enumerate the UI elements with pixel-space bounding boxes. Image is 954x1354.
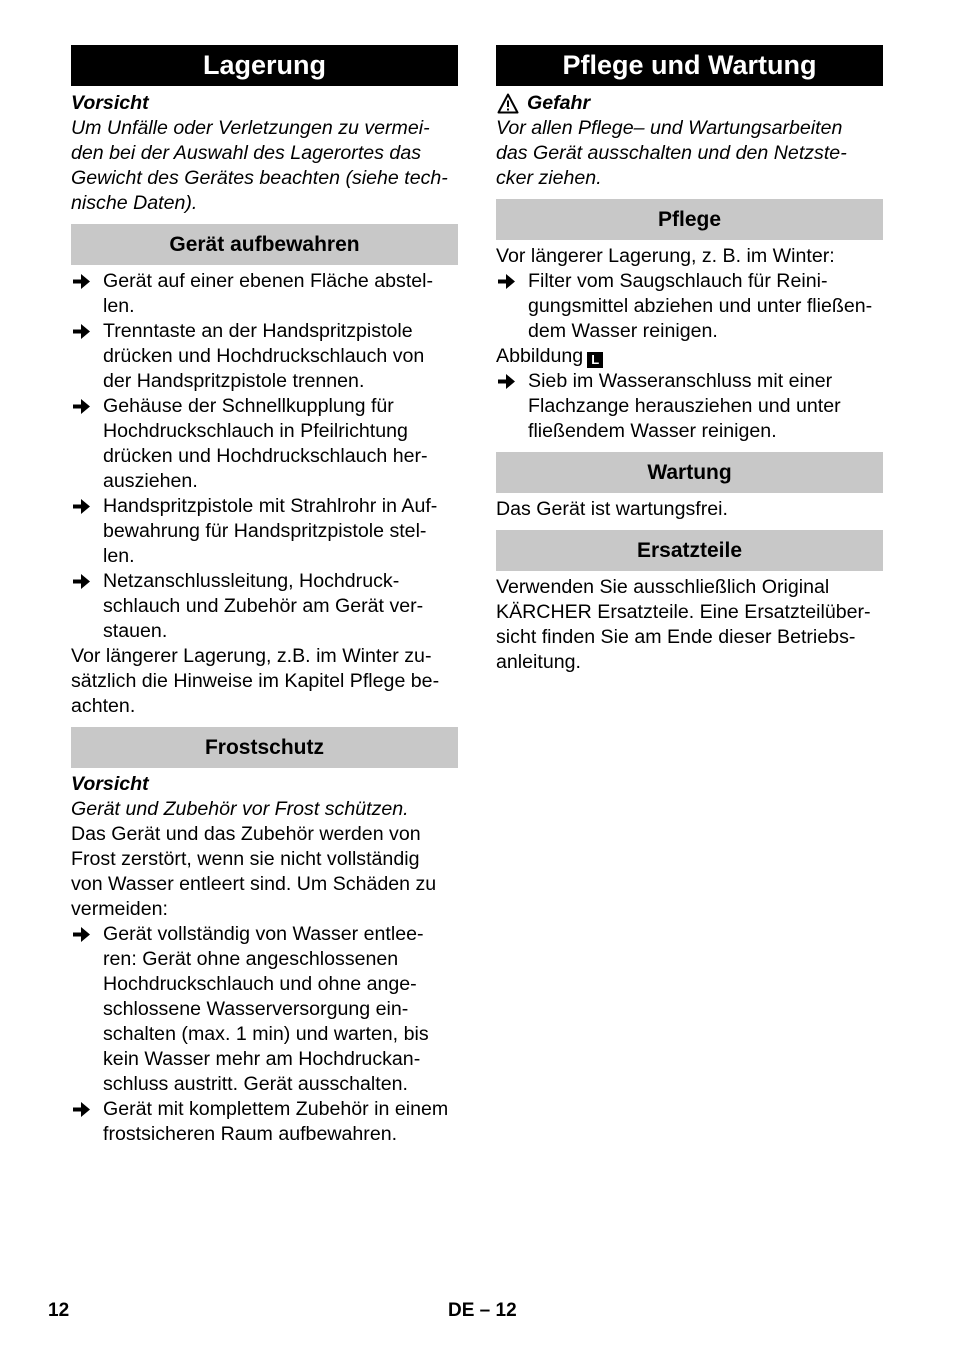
list-item <box>71 494 458 569</box>
arrow-right-icon <box>73 1102 90 1117</box>
list-item <box>71 394 458 494</box>
danger-notice <box>496 91 883 116</box>
arrow-right-icon <box>498 274 515 289</box>
parts-line: KÄRCHER Ersatzteile. Eine Ersatzteilüber- <box>496 601 871 623</box>
caution-line: Gewicht des Gerätes beachten (siehe tech- <box>71 167 448 189</box>
frost-text-line: vermeiden: <box>71 898 168 920</box>
frost-caution-text: Gerät und Zubehör vor Frost schützen. <box>71 798 409 820</box>
list-item-line: frostsicheren Raum aufbewahren. <box>103 1123 398 1145</box>
storage-note-line: Vor längerer Lagerung, z.B. im Winter zu- <box>71 645 432 667</box>
list-item-line: schlossene Wasserversorgung ein- <box>103 998 409 1020</box>
arrow-right-icon <box>73 574 90 589</box>
list-item <box>496 269 883 344</box>
list-item <box>71 569 458 644</box>
list-item-line: schalten (max. 1 min) und warten, bis <box>103 1023 429 1045</box>
danger-line: Vor allen Pflege– und Wartungsarbeiten <box>496 117 843 139</box>
caution-line: Um Unfälle oder Verletzungen zu vermei- <box>71 117 430 139</box>
list-item-line: len. <box>103 545 135 567</box>
list-item-line: kein Wasser mehr am Hochdruckan- <box>103 1048 421 1070</box>
list-item-line: Hochdruckschlauch in Pfeilrichtung <box>103 420 408 442</box>
list-item-line: Gerät mit komplettem Zubehör in einem <box>103 1098 449 1120</box>
list-item-line: Handspritzpistole mit Strahlrohr in Auf- <box>103 495 438 517</box>
list-item-line: dem Wasser reinigen. <box>528 320 718 342</box>
section-page-number: DE – 12 <box>448 1300 517 1321</box>
subheading-geraet-aufbewahren: Gerät aufbewahren <box>71 224 458 265</box>
caution-line: nische Daten). <box>71 192 198 214</box>
list-item-line: Hochdruckschlauch und ohne ange- <box>103 973 417 995</box>
arrow-right-icon <box>498 374 515 389</box>
list-item-line: fließendem Wasser reinigen. <box>528 420 777 442</box>
parts-line: anleitung. <box>496 651 581 673</box>
caution-label: Vorsicht <box>71 92 149 114</box>
list-item-line: len. <box>103 295 135 317</box>
list-item-line: Flachzange herausziehen und unter <box>528 395 841 417</box>
list-item-line: Gerät vollständig von Wasser entlee- <box>103 923 424 945</box>
list-item-line: ren: Gerät ohne angeschlossenen <box>103 948 399 970</box>
right-column <box>496 45 883 675</box>
list-item-line: bewahrung für Handspritzpistole stel- <box>103 520 427 542</box>
list-item-line: der Handspritzpistole trennen. <box>103 370 365 392</box>
list-item-line: stauen. <box>103 620 168 642</box>
danger-text <box>496 116 883 191</box>
frost-caution-label: Vorsicht <box>71 773 149 795</box>
care-intro: Vor längerer Lagerung, z. B. im Winter: <box>496 245 835 267</box>
storage-note-line: sätzlich die Hinweise im Kapitel Pflege be- <box>71 670 440 692</box>
frost-text-line: Frost zerstört, wenn sie nicht vollständig <box>71 848 420 870</box>
list-item-line: Gehäuse der Schnellkupplung für <box>103 395 394 417</box>
caution-text <box>71 116 458 216</box>
frost-text-line: von Wasser entleert sind. Um Schäden zu <box>71 873 437 895</box>
list-item-line: Gerät auf einer ebenen Fläche abstel- <box>103 270 434 292</box>
maintenance-text: Das Gerät ist wartungsfrei. <box>496 498 728 520</box>
danger-line: das Gerät ausschalten und den Netzste- <box>496 142 847 164</box>
arrow-right-icon <box>73 399 90 414</box>
list-item <box>71 922 458 1097</box>
figure-reference-icon: L <box>587 352 603 368</box>
frost-text-line: Das Gerät und das Zubehör werden von <box>71 823 421 845</box>
list-item-line: Filter vom Saugschlauch für Reini- <box>528 270 828 292</box>
subheading-wartung: Wartung <box>496 452 883 493</box>
subheading-frostschutz: Frostschutz <box>71 727 458 768</box>
list-item-line: drücken und Hochdruckschlauch her- <box>103 445 428 467</box>
list-item <box>496 369 883 444</box>
caution-line: den bei der Auswahl des Lagerortes das <box>71 142 422 164</box>
arrow-right-icon <box>73 274 90 289</box>
left-column <box>71 45 458 1147</box>
list-item <box>71 1097 458 1147</box>
parts-line: Verwenden Sie ausschließlich Original <box>496 576 830 598</box>
list-item <box>71 319 458 394</box>
subheading-pflege: Pflege <box>496 199 883 240</box>
arrow-right-icon <box>73 927 90 942</box>
list-item <box>71 269 458 319</box>
list-item-line: Trenntaste an der Handspritzpistole <box>103 320 413 342</box>
warning-triangle-icon <box>497 93 519 114</box>
list-item-line: Sieb im Wasseranschluss mit einer <box>528 370 833 392</box>
storage-note-line: achten. <box>71 695 136 717</box>
figure-label: Abbildung <box>496 345 584 367</box>
section-title-pflege-und-wartung: Pflege und Wartung <box>496 45 883 86</box>
list-item-line: drücken und Hochdruckschlauch von <box>103 345 425 367</box>
section-title-lagerung: Lagerung <box>71 45 458 86</box>
parts-line: sicht finden Sie am Ende dieser Betriebs- <box>496 626 856 648</box>
subheading-ersatzteile: Ersatzteile <box>496 530 883 571</box>
list-item-line: ausziehen. <box>103 470 198 492</box>
arrow-right-icon <box>73 499 90 514</box>
danger-line: cker ziehen. <box>496 167 602 189</box>
list-item-line: Netzanschlussleitung, Hochdruck- <box>103 570 400 592</box>
page-number: 12 <box>48 1300 70 1321</box>
list-item-line: gungsmittel abziehen und unter fließen- <box>528 295 873 317</box>
figure-reference <box>496 344 883 369</box>
list-item-line: schlauch und Zubehör am Gerät ver- <box>103 595 424 617</box>
danger-label: Gefahr <box>527 92 591 114</box>
list-item-line: schluss austritt. Gerät ausschalten. <box>103 1073 408 1095</box>
arrow-right-icon <box>73 324 90 339</box>
